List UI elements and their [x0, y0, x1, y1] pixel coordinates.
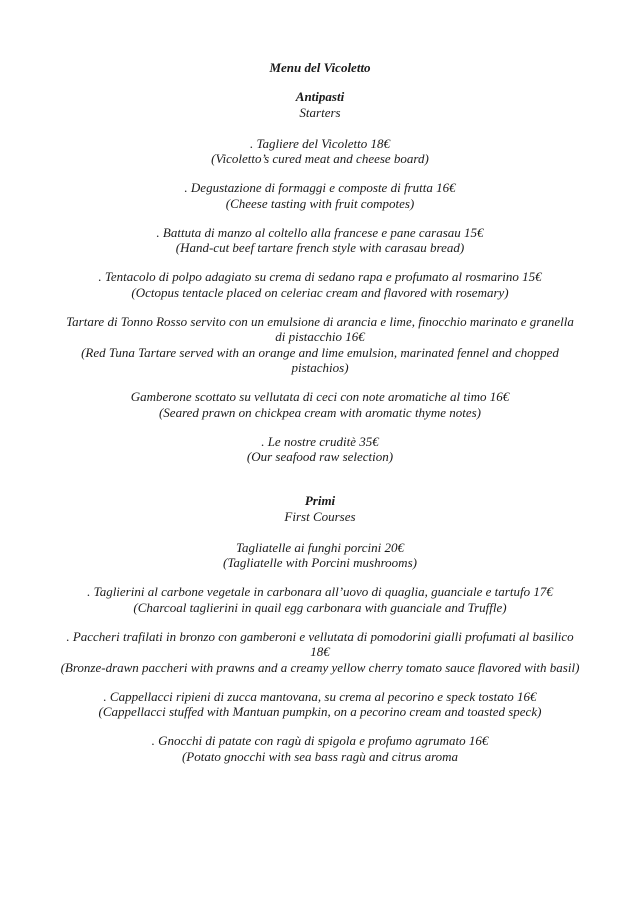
- item-translation: (Octopus tentacle placed on celeriac cream and flavored with rosemary): [131, 284, 509, 300]
- item-translation: (Potato gnocchi with sea bass ragù and citrus aroma: [181, 748, 459, 764]
- item-translation: (Cappellacci stuffed with Mantuan pumpkin, on a pecorino cream and toasted speck): [98, 704, 542, 719]
- menu-item: [60, 314, 580, 376]
- item-translation: (Seared prawn on chickpea cream with aromatic thyme notes): [158, 404, 482, 420]
- menu-title: Menu del Vicoletto: [269, 60, 371, 75]
- item-translation: (Tagliatelle with Porcini mushrooms): [223, 555, 417, 570]
- menu-item: [60, 434, 580, 465]
- item-name: Gamberone scottato su vellutata di ceci con note aromatiche al timo 16€: [130, 389, 510, 404]
- menu-item: [60, 584, 580, 615]
- menu-item: [60, 180, 580, 211]
- item-name: . Cappellacci ripieni di zucca mantovana, su crema al pecorino e speck tostato 16€: [103, 688, 537, 704]
- menu-item: [60, 540, 580, 571]
- section-spacer: [60, 478, 580, 493]
- item-translation: (Charcoal taglierini in quail egg carbonara with guanciale and Truffle): [133, 599, 507, 615]
- item-name: . Battuta di manzo al coltello alla francese e pane carasau 15€: [156, 224, 484, 240]
- item-name: Tagliatelle ai funghi porcini 20€: [235, 539, 405, 555]
- menu-item: [60, 689, 580, 720]
- item-translation: (Cheese tasting with fruit compotes): [225, 195, 415, 211]
- item-name: . Gnocchi di patate con ragù di spigola e profumo agrumato 16€: [151, 733, 489, 748]
- item-translation: (Hand-cut beef tartare french style with carasau bread): [175, 240, 465, 255]
- menu-item: [60, 269, 580, 300]
- item-translation: (Bronze-drawn paccheri with prawns and a creamy yellow cherry tomato sauce flavored with basil): [60, 659, 580, 675]
- menu-content: [60, 60, 580, 778]
- item-name: Tartare di Tonno Rosso servito con un emulsione di arancia e lime, finocchio marinato e granella di pistacchio 16€: [66, 313, 574, 344]
- section-subheading: Starters: [299, 104, 341, 120]
- section-subheading: First Courses: [284, 508, 356, 524]
- section-primi: [60, 493, 580, 764]
- item-name: . Tagliere del Vicoletto 18€: [250, 135, 390, 151]
- item-translation: (Our seafood raw selection): [246, 449, 394, 464]
- item-translation: (Red Tuna Tartare served with an orange and lime emulsion, marinated fennel and chopped pistachios): [81, 344, 559, 375]
- section-heading: Antipasti: [295, 89, 345, 104]
- item-name: . Taglierini al carbone vegetale in carbonara all’uovo di quaglia, guanciale e tartufo 17€: [87, 584, 553, 599]
- item-name: . Tentacolo di polpo adagiato su crema di sedano rapa e profumato al rosmarino 15€: [98, 269, 542, 284]
- item-name: . Le nostre cruditè 35€: [261, 433, 379, 449]
- menu-item: [60, 225, 580, 256]
- section-heading: Primi: [304, 493, 336, 508]
- menu-item: [60, 629, 580, 676]
- menu-item: [60, 733, 580, 764]
- item-name: . Paccheri trafilati in bronzo con gamberoni e vellutata di pomodorini gialli profumati al basilico 18€: [66, 628, 574, 659]
- menu-item: [60, 389, 580, 420]
- item-translation: (Vicoletto’s cured meat and cheese board): [211, 151, 429, 166]
- menu-item: [60, 136, 580, 167]
- item-name: . Degustazione di formaggi e composte di frutta 16€: [184, 180, 456, 195]
- section-antipasti: [60, 89, 580, 465]
